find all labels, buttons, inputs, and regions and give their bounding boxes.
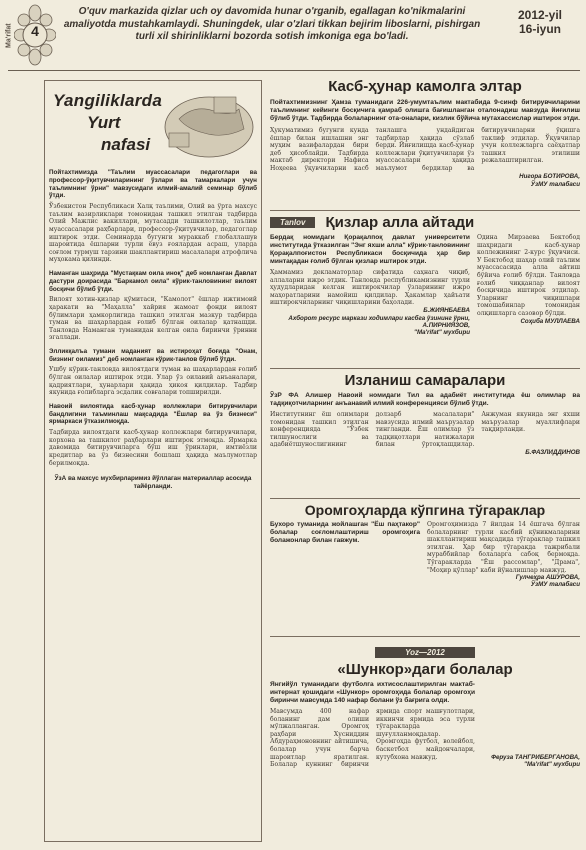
divider: [270, 636, 580, 637]
article-signature: Б.ФАЗЛИДДИНОВ: [525, 448, 580, 456]
article-body: Институтнинг ёш олимлари томонидан ташкил этилган конференцияда "Ўзбек тилшунослиги ва адабиётшунослигининг долзарб масалалари" мавзусида илмий маърузалар тингланди. Ёш олимлар ўз тадқиқотлари натижалари билан ўртоқлашдилар. Анжуман якунида энг яхши маърузалар муаллифлари тақдирланди.: [270, 411, 580, 449]
article-lead: ЎзР ФА Алишер Навоий номидаги Тил ва адабиёт институтида ёш олимлар ва тадқиқотчиларнинг анъанавий илмий конференцияси бўлиб ўтди.: [270, 392, 580, 407]
masthead: [0, 0, 586, 74]
globe-illustration-icon: [159, 89, 259, 161]
banner-title-line3: nafasi: [101, 135, 151, 154]
masthead-divider: [8, 70, 580, 71]
article-title: Касб-ҳунар камолга элтар: [328, 78, 522, 95]
banner-title-line2: Yurt: [87, 113, 121, 132]
news-item-body: Вилоят хотин-қизлар қўмитаси, "Камолот" ёшлар ижтимоий ҳаракати ва "Маҳалла" хайрия жамоат фонди вилоят бўлимлари ҳамкорлигида ташкил этилган мазкур тадбирда туман ва шаҳарлардан ғолиб бўлган оилалар қатнашди. Танловда Наманган туманидан келган оила биринчи ўринни эгаллади.: [49, 296, 257, 342]
news-item-lead: Элликқалъа тумани маданият ва истироҳат боғида "Онам, бизнинг оиламиз" деб номланган кўрик-танлов бўлиб ўтди.: [49, 347, 257, 363]
issue-day: 16-iyun: [518, 22, 561, 36]
article-lead: Пойтахтимизнинг Ҳамза туманидаги 226-умумтаълим мактабида 9-синф битирувчиларини таълимнинг кейинги босқичига қамраб олишга бағишланган оталонадиш мавзуда йиғилиш бўлиб ўтди. Тадбирда болаларнинг ота-оналари, кизлик бўйича мутахассислар иштирок этди.: [270, 99, 580, 122]
article-lead: Бухоро туманида жойлашган "Ёш паҳтакор" болалар соғломлаштириш оромгоҳига болажонлар билан гавжум.: [270, 521, 420, 544]
news-item-lead: Наманган шаҳрида "Мустақкам оила иноқ" деб номланган Давлат дастури доирасида "Баркамол оила" кўрик-танловининг вилоят босқичи бўлиб ўтди.: [49, 269, 257, 293]
page-number: 4: [31, 23, 39, 39]
motto-text: O'quv markazida qizlar uch oy davomida hunar o'rganib, egallagan ko'nikmalarini amaliyotda mustahkamlaydi. Shuningdek, ular o'zlari tikkan bejirim liboslarni, pishirgan turli xil shirinliklarni bozorda sotish imkoniga ega bo'ladi.: [63, 6, 481, 42]
article-lead: Янгийўл туманидаги футболга ихтисослаштирилган мактаб-интернат қошидаги «Шункор» оромгоҳида болалар оромгоҳи биринчи мавсумда 140 нафар болани ўз бағрига олди.: [270, 681, 475, 704]
news-banner: [49, 85, 257, 165]
divider: [270, 498, 580, 499]
news-item-lead: Пойтахтимизда "Таълим муассасалари педагоглари ва профессор-ўқитувчиларининг ўзлари ва тамаркалари учун таълимнинг ўрни" мавзусидаги илмий-амалий семинар бўлиб ўтди.: [49, 169, 257, 200]
article-body: Мавсумда 400 нафар боланинг дам олиши мўлжалланган. Оромгоҳ раҳбари Хусниддин Абдураҳмоновнинг айтишича, болалар учун барча шароитлар яратилган. Болалар куннинг биринчи ярмида спорт машғулотлари, иккинчи ярмида эса турли тўгаракларда шуғулланмоқдалар. Оромгоҳда футбол, волейбол, баскетбол майдончалари, кутубхона мавжуд.: [270, 708, 475, 769]
article-signature: Гулчеҳра АШУРОВА, ЎзМУ талабаси: [515, 574, 580, 589]
divider: [270, 368, 580, 369]
article-side-body: Одина Мирзаева Бектобод шаҳридаги касб-ҳунар коллежининг 2-курс ўқувчиси. У Бектобод шаҳар олий таълим муассасасида алла айтиш бўйича ғолиб бўлди. Танловда ғолиб чиққанлар вилоят босқичида иштирок этдилар. Уларнинг чиқишлари томошабинлар томонидан олқишларга сазовор бўлди.: [477, 234, 580, 317]
news-item-lead: Навоий вилоятида касб-ҳунар коллежлари битирувчилари бандлигини таъминлаш мақсадида "Ёшлар ва ўз бизнеси" ярмаркаси ўтказилмоқда.: [49, 402, 257, 426]
article-body: Оромгоҳимизда 7 йилдан 14 ёшгача бўлган болаларнинг турли касбий кўникмаларини шакллантириш мақсадида тўгараклар ташкил этилган. Ҳар бир тўгаракда тажрибали мураббийлар болаларга сабоқ бермоқда. Тўгаракларда "Ёш рассомлар", "Драма", "Моҳир қўллар" каби йўналишлар мавжуд.: [427, 521, 580, 574]
article-body: Ҳукуматимиз бугунги кунда ёшлар билан ишлашни энг муҳим вазифалардан бири деб ҳисоблайди. Тадбирда мактаб директори Нафиса Ноҳеева ўқувчиларни касб танлашга ундайдиган тадбирлар ҳақида сўзлаб берди. Йиғилишда касб-ҳунар коллежлари ўқитувчилари ўз муассасалари ҳақида маълумот бердилар ва битирувчиларни ўқишга таклиф этдилар. Ўқувчилар учун коллежларга саёҳатлар ташкил этилиши режалаштирилган.: [270, 127, 580, 172]
news-item-body: Ушбу кўрик-танловда вилоятдаги туман ва шаҳарлардан ғолиб бўлган оилалар иштирок этди. Улар ўз оилавий анъаналари, қадриятлари, ҳунарлари ҳақида ҳикоя қилдилар. Тадбир якунида ғолибларга эсдалик совғалари топширилди.: [49, 366, 257, 397]
news-item: [49, 270, 257, 342]
article-qizlar-alla: [270, 214, 580, 364]
article-signature-2: Ахборот ресурс маркази ходимлари касбга ўзининг ўрни, А.ПИРНИЯЗОВ, "Ma'rifat" мухбири: [288, 314, 470, 336]
article-shunkor: [270, 640, 580, 845]
news-item: [49, 403, 257, 467]
news-item: [49, 348, 257, 397]
article-izlanish: [270, 372, 580, 494]
news-closing-note: ЎзА ва махсус мухбирларимиз йўллаган материаллар асосида тайёрланди.: [54, 475, 252, 491]
article-kasb-hunar: [270, 78, 580, 206]
article-title: «Шункор»даги болалар: [337, 661, 513, 678]
newspaper-name: Ma'rifat: [5, 23, 13, 49]
divider: [270, 210, 580, 211]
article-side-signature: Соҳиба МУЛЛАЕВА: [520, 317, 580, 325]
article-title: Оромгоҳларда кўпгина тўгараклар: [304, 502, 546, 518]
banner-title-line1: Yangiliklarda: [53, 91, 163, 110]
article-signature: Нигора БОТИРОВА, ЎзМУ талабаси: [519, 172, 580, 188]
article-lead: Бердақ номидаги Қорақалпоқ давлат университети институтида ўтказилган "Энг яхши алла" кўрик-танловининг Қорақалпоғистон Республикаси босқичида ҳар бир минтақадан ғолиб бўлган қизлар иштирок этди.: [270, 234, 470, 265]
rubric-badge: Yoz—2012: [375, 647, 475, 658]
news-column: [44, 80, 262, 842]
article-body: Ҳаммамиз декламаторлар сифатида саҳнага чиқиб, аллаларни ижро этдик. Танловда республикамизнинг турли ҳудудларидан келган иштирокчилар ўзларининг ижро маҳоратларини намойиш қилдилар. Ҳакамлар ҳайъати иштирокчиларнинг чиқишларини баҳолади.: [270, 269, 470, 307]
article-signature: Б.ЖИЯНБАЕВА: [423, 306, 470, 314]
rubric-badge: Tanlov: [270, 217, 315, 228]
news-item-body: Ўзбекистон Республикаси Халқ таълими, Олий ва ўрта махсус таълим вазирликлари томонидан ташкил этилган тадбирда Олий Мажлис вакиллари, мутасадди ташкилотлар, таълим муассасалари раҳбарлари, профессор-ўқитувчилар, педагоглар иштирок этди. Семинарда бугунги мураккаб глобаллашув шароитида ёшларни турли ёвуз ғоялардан асраш, уларда соғлом турмуш тарзини шакллантириш масалалари атрофлича муҳокама қилинди.: [49, 203, 257, 264]
article-oromgohlar: [270, 502, 580, 632]
article-signature: Феруза ТАНГРИБЕРГАНОВА, "Ma'rifat" мухбири: [491, 753, 580, 769]
news-item: [49, 169, 257, 264]
article-title: Изланиш самаралари: [344, 372, 506, 389]
news-item-body: Тадбирда вилоятдаги касб-ҳунар коллежлари битирувчилари, корхона ва ташкилот раҳбарлари иштирок этмоқда. Ярмарка давомида битирувчиларга бўш иш ўринлари, имтиёзли кредитлар ва ўз бизнесини бошлаш ҳақида маълумотлар берилмоқда.: [49, 429, 257, 467]
article-title: Қизлар алла айтади: [325, 214, 475, 231]
issue-year: 2012-yil: [517, 8, 563, 22]
issue-date: [500, 8, 580, 36]
